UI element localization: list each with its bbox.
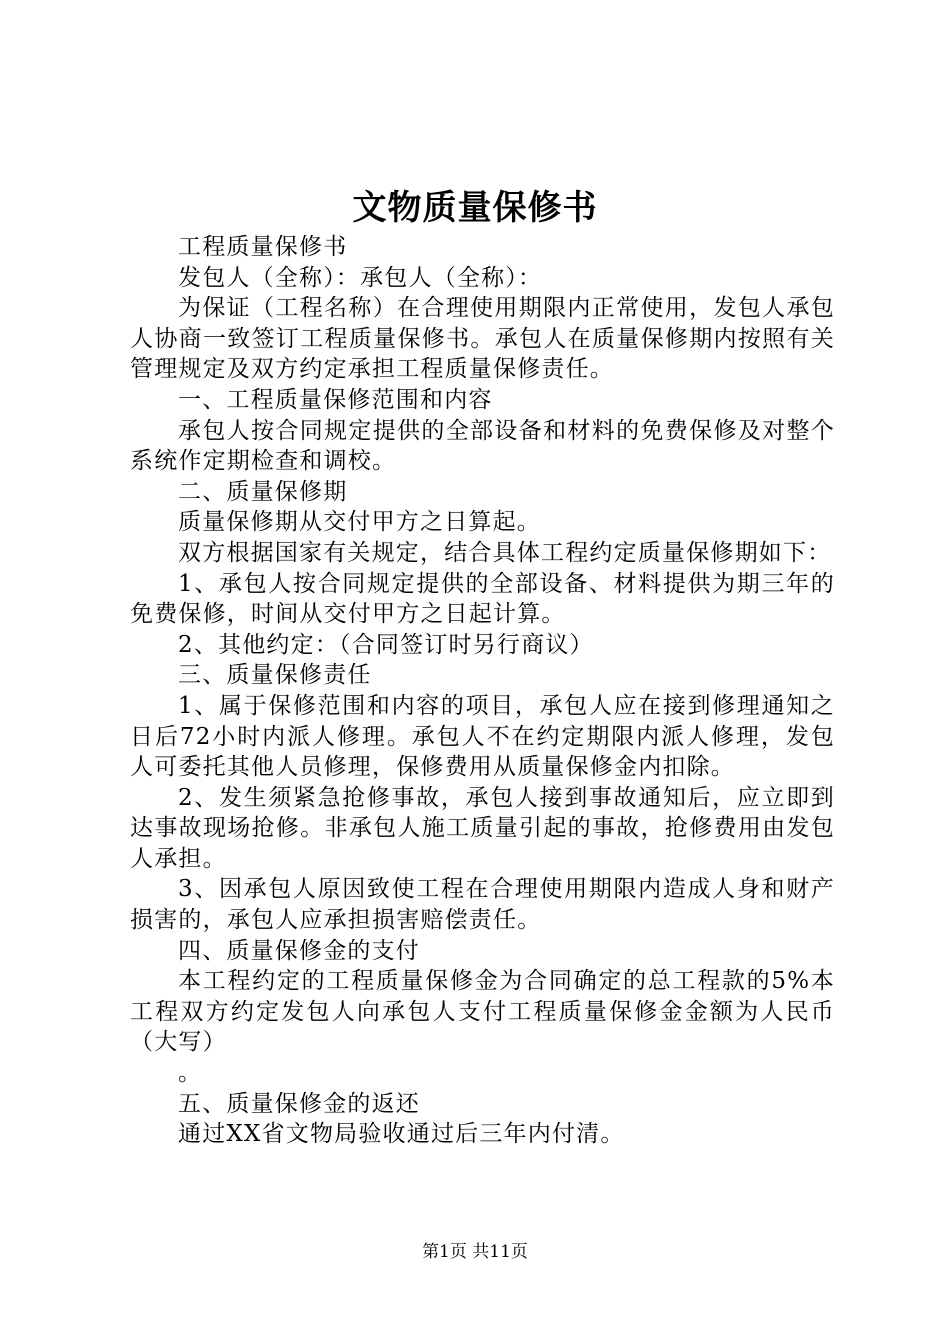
paragraph: 工程质量保修书 xyxy=(178,234,348,260)
paragraph: 为保证（工程名称）在合理使用期限内正常使用，发包人承包人协商一致签订工程质量保修书。承包人在质量保修期内按照有关管理规定及双方约定承担工程质量保修责任。 xyxy=(130,295,835,383)
page-footer: 第1页 共11页 xyxy=(422,1242,528,1262)
paragraph: 1、属于保修范围和内容的项目，承包人应在接到修理通知之日后72小时内派人修理。承包人不在约定期限内派人修理，发包人可委托其他人员修理，保修费用从质量保修金内扣除。 xyxy=(130,692,835,781)
paragraph: 通过XX省文物局验收通过后三年内付清。 xyxy=(178,1121,625,1148)
paragraph: 本工程约定的工程质量保修金为合同确定的总工程款的5%本工程双方约定发包人向承包人支付工程质量保修金金额为人民币（大写） xyxy=(130,968,835,1056)
section-heading: 一、工程质量保修范围和内容 xyxy=(178,386,493,413)
document-body xyxy=(130,232,835,1150)
paragraph: 3、因承包人原因致使工程在合理使用期限内造成人身和财产损害的，承包人应承担损害赔偿责任。 xyxy=(130,876,835,934)
paragraph: 发包人（全称）：承包人（全称）： xyxy=(178,264,543,291)
paragraph: 1、承包人按合同规定提供的全部设备、材料提供为期三年的免费保修，时间从交付甲方之日起计算。 xyxy=(130,570,835,628)
paragraph: 承包人按合同规定提供的全部设备和材料的免费保修及对整个系统作定期检查和调校。 xyxy=(130,417,835,475)
paragraph: 2、其他约定：（合同签订时另行商议） xyxy=(178,631,594,658)
section-heading: 三、质量保修责任 xyxy=(178,662,372,689)
section-heading: 五、质量保修金的返还 xyxy=(178,1090,420,1117)
section-heading: 二、质量保修期 xyxy=(178,478,348,505)
paragraph: 2、发生须紧急抢修事故，承包人接到事故通知后，应立即到达事故现场抢修。非承包人施工质量引起的事故，抢修费用由发包人承担。 xyxy=(130,784,835,872)
document-title: 文物质量保修书 xyxy=(352,188,598,228)
section-heading: 四、质量保修金的支付 xyxy=(178,937,420,964)
paragraph: 双方根据国家有关规定，结合具体工程约定质量保修期如下： xyxy=(178,539,832,566)
paragraph: 。 xyxy=(178,1060,203,1087)
paragraph: 质量保修期从交付甲方之日算起。 xyxy=(178,509,541,536)
